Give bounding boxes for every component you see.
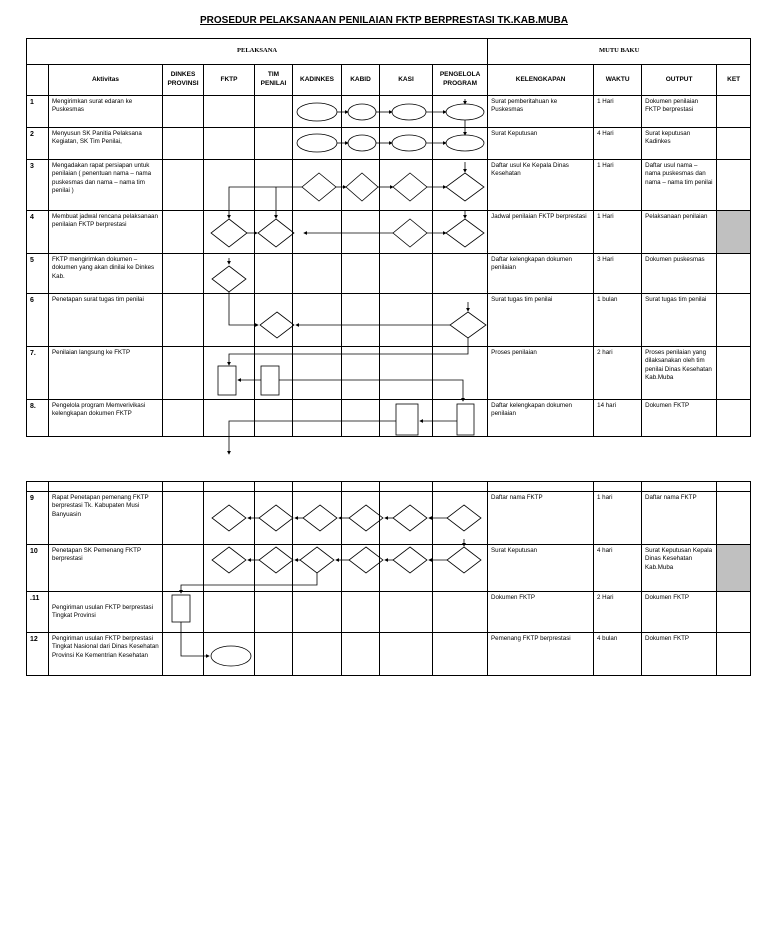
ket-cell xyxy=(717,400,751,437)
output-header: OUTPUT xyxy=(642,65,717,96)
kelengkapan-cell: Surat pemberitahuan ke Puskesmas xyxy=(488,96,594,128)
aktivitas-cell: Mengadakan rapat persiapan untuk penilaian ( penentuan nama – nama puskesmas dan nama – nama tim penilai ) xyxy=(49,160,163,211)
kelengkapan-cell: Dokumen FKTP xyxy=(488,592,594,633)
kadinkes-header: KADINKES xyxy=(293,65,342,96)
row-number: 7. xyxy=(27,347,49,400)
output-cell: Pelaksanaan penilaian xyxy=(642,211,717,254)
waktu-cell: 2 hari xyxy=(594,347,642,400)
aktivitas-cell: Menyusun SK Panitia Pelaksana Kegiatan, SK Tim Penilai, xyxy=(49,128,163,160)
kelengkapan-cell: Proses penilaian xyxy=(488,347,594,400)
row-number: 8. xyxy=(27,400,49,437)
table-row xyxy=(27,592,751,633)
output-cell: Surat keputusan Kadinkes xyxy=(642,128,717,160)
waktu-cell: 1 Hari xyxy=(594,211,642,254)
aktivitas-cell: Pengelola program Memverivikasi kelengkapan dokumen FKTP xyxy=(49,400,163,437)
kasi-header: KASI xyxy=(380,65,433,96)
output-cell: Dokumen penilaian FKTP berprestasi xyxy=(642,96,717,128)
row-number: 6 xyxy=(27,294,49,347)
waktu-cell: 4 bulan xyxy=(594,633,642,676)
row-number: 4 xyxy=(27,211,49,254)
aktivitas-cell: Mengirimkan surat edaran ke Puskesmas xyxy=(49,96,163,128)
table-row xyxy=(27,160,751,211)
aktivitas-cell: FKTP mengirimkan dokumen – dokumen yang akan dinilai ke Dinkes Kab. xyxy=(49,254,163,294)
table-row xyxy=(27,96,751,128)
ket-cell xyxy=(717,545,751,592)
output-cell: Dokumen FKTP xyxy=(642,633,717,676)
aktivitas-cell: Penetapan SK Pemenang FKTP berprestasi xyxy=(49,545,163,592)
table-row xyxy=(27,400,751,437)
row-number: 1 xyxy=(27,96,49,128)
ket-cell xyxy=(717,492,751,545)
kelengkapan-cell: Daftar kelengkapan dokumen penilaian xyxy=(488,400,594,437)
waktu-cell: 4 Hari xyxy=(594,128,642,160)
pelaksana-header: PELAKSANA xyxy=(27,39,488,65)
kelengkapan-cell: Daftar nama FKTP xyxy=(488,492,594,545)
row-number: .11 xyxy=(27,592,49,633)
output-cell: Daftar usul nama – nama puskesmas dan nama – nama tim penilai xyxy=(642,160,717,211)
dinkes-provinsi-header: DINKES PROVINSI xyxy=(163,65,204,96)
output-cell: Surat Keputusan Kepala Dinas Kesehatan Kab.Muba xyxy=(642,545,717,592)
pengelola-program-header: PENGELOLA PROGRAM xyxy=(433,65,488,96)
waktu-header: WAKTU xyxy=(594,65,642,96)
kelengkapan-cell: Daftar kelengkapan dokumen penilaian xyxy=(488,254,594,294)
output-cell: Proses penilaian yang dilaksanakan oleh tim penilai Dinas Kesehatan Kab.Muba xyxy=(642,347,717,400)
kelengkapan-header: KELENGKAPAN xyxy=(488,65,594,96)
aktivitas-cell: Penilaian langsung ke FKTP xyxy=(49,347,163,400)
table-row xyxy=(27,128,751,160)
ket-cell xyxy=(717,254,751,294)
table-row xyxy=(27,294,751,347)
table-row xyxy=(27,211,751,254)
kelengkapan-cell: Daftar usul Ke Kepala Dinas Kesehatan xyxy=(488,160,594,211)
row-number: 10 xyxy=(27,545,49,592)
waktu-cell: 2 Hari xyxy=(594,592,642,633)
table-row xyxy=(27,492,751,545)
output-cell: Surat tugas tim penilai xyxy=(642,294,717,347)
tim-penilai-header: TIM PENILAI xyxy=(255,65,293,96)
output-cell: Daftar nama FKTP xyxy=(642,492,717,545)
table-row xyxy=(27,633,751,676)
ket-cell xyxy=(717,592,751,633)
row-number: 5 xyxy=(27,254,49,294)
waktu-cell: 1 bulan xyxy=(594,294,642,347)
output-cell: Dokumen puskesmas xyxy=(642,254,717,294)
aktivitas-cell: Membuat jadwal rencana pelaksanaan penilaian FKTP berprestasi xyxy=(49,211,163,254)
fktp-header: FKTP xyxy=(204,65,255,96)
ket-cell xyxy=(717,294,751,347)
table-row xyxy=(27,254,751,294)
row-number: 3 xyxy=(27,160,49,211)
table-row xyxy=(27,347,751,400)
ket-header: KET xyxy=(717,65,751,96)
row-number: 2 xyxy=(27,128,49,160)
document-title: PROSEDUR PELAKSANAAN PENILAIAN FKTP BERPRESTASI TK.KAB.MUBA xyxy=(200,15,568,26)
output-cell: Dokumen FKTP xyxy=(642,592,717,633)
waktu-cell: 3 Hari xyxy=(594,254,642,294)
waktu-cell: 1 Hari xyxy=(594,160,642,211)
mutu-baku-header: MUTU BAKU xyxy=(488,39,751,65)
aktivitas-cell xyxy=(49,592,163,633)
waktu-cell: 4 hari xyxy=(594,545,642,592)
ket-cell xyxy=(717,347,751,400)
kelengkapan-cell: Pemenang FKTP berprestasi xyxy=(488,633,594,676)
ket-cell xyxy=(717,128,751,160)
ket-cell xyxy=(717,633,751,676)
waktu-cell: 14 hari xyxy=(594,400,642,437)
sop-table-part-1 xyxy=(26,38,751,437)
kelengkapan-cell: Surat Keputusan xyxy=(488,545,594,592)
kelengkapan-cell: Surat tugas tim penilai xyxy=(488,294,594,347)
aktivitas-cell: Pengiriman usulan FKTP berprestasi Tingkat Nasional dari Dinas Kesehatan Provinsi Ke Kementrian Kesehatan xyxy=(49,633,163,676)
kabid-header: KABID xyxy=(342,65,380,96)
aktivitas-cell: Rapat Penetapan pemenang FKTP berprestasi Tk. Kabupaten Musi Banyuasin xyxy=(49,492,163,545)
waktu-cell: 1 hari xyxy=(594,492,642,545)
aktivitas-cell: Penetapan surat tugas tim penilai xyxy=(49,294,163,347)
output-cell: Dokumen FKTP xyxy=(642,400,717,437)
kelengkapan-cell: Jadwal penilaian FKTP berprestasi xyxy=(488,211,594,254)
ket-cell xyxy=(717,211,751,254)
aktivitas-header: Aktivitas xyxy=(49,65,163,96)
no-header xyxy=(27,65,49,96)
sop-table-part-2 xyxy=(26,481,751,676)
ket-cell xyxy=(717,160,751,211)
table-row xyxy=(27,545,751,592)
waktu-cell: 1 Hari xyxy=(594,96,642,128)
ket-cell xyxy=(717,96,751,128)
row-number: 9 xyxy=(27,492,49,545)
aktivitas-text: Pengiriman usulan FKTP berprestasi Tingkat Provinsi xyxy=(52,604,153,620)
row-number: 12 xyxy=(27,633,49,676)
kelengkapan-cell: Surat Keputusan xyxy=(488,128,594,160)
